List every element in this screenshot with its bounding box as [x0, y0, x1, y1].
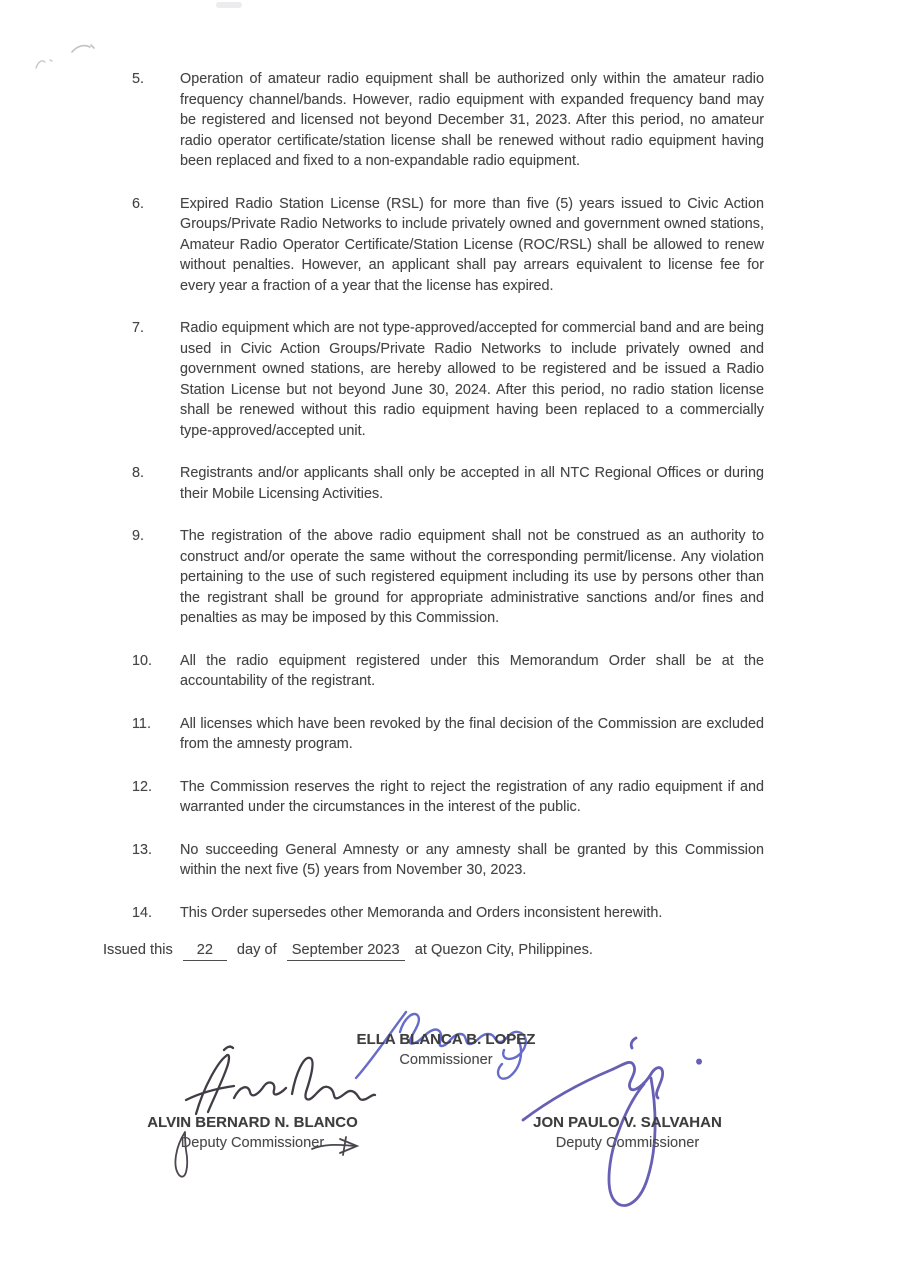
item-text: Radio equipment which are not type-approved/accepted for commercial band and are being used in Civic Action Groups/Private Radio Networks to include privately owned and government owned stations, are hereby allowed to be registered and be issued a Radio Station License but not beyond June 30, 2024. After this period, no radio station license shall be renewed without this radio equipment having been replaced to a commercially type-approved/accepted unit.: [180, 320, 764, 439]
item-number: 9.: [132, 528, 145, 544]
list-item: [132, 777, 900, 818]
item-text: All licenses which have been revoked by the final decision of the Commission are excluded from the amnesty program.: [180, 715, 764, 752]
item-number: 5.: [132, 71, 145, 87]
item-number: 11.: [132, 715, 151, 732]
scan-mark: [70, 42, 96, 56]
list-item: [132, 463, 900, 504]
issued-day-blank: 22: [183, 941, 227, 961]
signatory-salvahan: [480, 1113, 775, 1154]
item-text: No succeeding General Amnesty or any amnesty shall be granted by this Commission within the next five (5) years from November 30, 2023.: [180, 841, 764, 878]
signatory-title: Commissioner: [399, 1052, 493, 1068]
signatory-title: Deputy Commissioner: [180, 1135, 325, 1151]
signatory-name: ELLA BLANCA B. LOPEZ: [356, 1031, 536, 1048]
list-item: [132, 840, 900, 881]
list-item: [132, 194, 900, 297]
item-text: The registration of the above radio equipment shall not be construed as an authority to construct and/or operate the same without the corresponding permit/license. Any violation pertaining to the use of such registered equipment including its use by persons other than the registrant shall be ground for appropriate administrative sanctions and/or fines and penalties as may be imposed by this Commission.: [180, 528, 764, 626]
list-item: [132, 526, 900, 629]
issued-line: [103, 939, 593, 961]
scan-mark: [34, 56, 56, 70]
item-text: This Order supersedes other Memoranda and Orders inconsistent herewith.: [180, 904, 663, 921]
issued-middle: day of: [236, 942, 277, 958]
issued-month-blank: September 2023: [287, 941, 405, 961]
item-number: 13.: [132, 841, 153, 858]
signatory-lopez: [300, 1030, 592, 1071]
item-text: The Commission reserves the right to reject the registration of any radio equipment if and warranted under the circumstances in the interest of the public.: [180, 778, 764, 815]
item-number: 6.: [132, 195, 145, 212]
item-text: Registrants and/or applicants shall only be accepted in all NTC Regional Offices or during their Mobile Licensing Activities.: [180, 465, 764, 502]
item-text: Expired Radio Station License (RSL) for more than five (5) years issued to Civic Action Groups/Private Radio Networks to include privately owned and government owned stations, Amateur Radio Operator Certificate/Station License (ROC/RSL) shall be allowed to renew without penalties. However, an applicant shall pay arrears equivalent to license fee for every year a fraction of a year that the license has expired.: [180, 195, 764, 294]
scan-mark: [216, 2, 242, 8]
list-item: [132, 651, 900, 692]
item-number: 7.: [132, 320, 145, 336]
list-item: [132, 714, 900, 755]
item-text: All the radio equipment registered under this Memorandum Order shall be at the accountability of the registrant.: [180, 652, 764, 689]
item-number: 8.: [132, 465, 145, 481]
signatory-blanco: [105, 1113, 400, 1154]
item-number: 12.: [132, 778, 153, 795]
signatory-name: JON PAULO V. SALVAHAN: [533, 1114, 722, 1131]
item-text: Operation of amateur radio equipment shall be authorized only within the amateur radio frequency channel/bands. However, radio equipment with expanded frequency band may be registered and licensed not beyond December 31, 2023. After this period, no amateur radio operator certificate/station license shall be renewed without radio equipment having been replaced and fixed to a non-expandable radio equipment.: [180, 71, 764, 169]
numbered-list: [0, 69, 900, 945]
item-number: 10.: [132, 652, 153, 669]
list-item: [132, 903, 900, 924]
item-number: 14.: [132, 904, 153, 921]
signatory-title: Deputy Commissioner: [555, 1135, 700, 1151]
signatory-name: ALVIN BERNARD N. BLANCO: [147, 1114, 358, 1131]
list-item: [132, 318, 900, 441]
issued-prefix: Issued this: [103, 942, 173, 958]
issued-suffix: at Quezon City, Philippines.: [414, 942, 593, 958]
list-item: [132, 69, 900, 172]
